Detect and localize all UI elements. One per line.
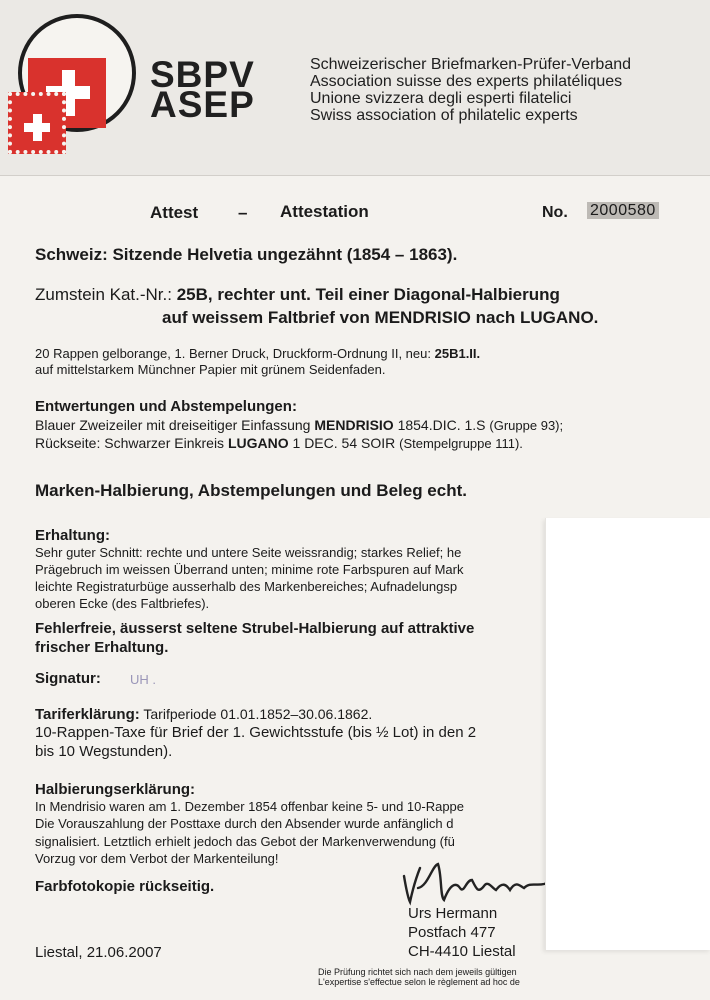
association-name-it: Unione svizzera degli esperti filatelici [310, 90, 572, 107]
halving-line-4: Vorzug vor dem Verbot der Markenteilung! [35, 851, 279, 866]
summary-line-2: frischer Erhaltung. [35, 639, 169, 656]
tariff-line-2: 10-Rappen-Taxe für Brief der 1. Gewichtsstufe (bis ½ Lot) in den 2 [35, 724, 477, 741]
condition-heading: Erhaltung: [35, 527, 110, 544]
title-attest: Attest [150, 203, 199, 222]
stamp-description-2: auf mittelstarkem Münchner Papier mit grünem Seidenfaden. [35, 362, 386, 377]
copy-note: Farbfotokopie rückseitig. [35, 878, 215, 895]
association-name-fr: Association suisse des experts philatéliques [310, 73, 623, 90]
title-attestation: Attestation [280, 202, 369, 221]
catalog-line-1: Zumstein Kat.-Nr.: 25B, rechter unt. Teil einer Diagonal-Halbierung [35, 285, 560, 304]
cancellations-heading: Entwertungen und Abstempelungen: [35, 398, 297, 415]
tariff-line-3: bis 10 Wegstunden). [35, 743, 173, 760]
certificate-number-label: No. [542, 204, 568, 221]
halving-heading: Halbierungserklärung: [35, 781, 196, 798]
logo-sbpv: SBPV [150, 54, 255, 95]
footer-rule-de: Die Prüfung richtet sich nach dem jeweils gültigen [318, 967, 517, 977]
expert-city: CH-4410 Liestal [408, 943, 516, 960]
letterhead [0, 0, 710, 176]
overlapping-paper [545, 518, 710, 950]
logo-asep: ASEP [150, 84, 255, 125]
cancellation-front: Blauer Zweizeiler mit dreiseitiger Einfassung MENDRISIO 1854.DIC. 1.S (Gruppe 93); [35, 417, 564, 433]
tariff-line-1: Tariferklärung: Tarifperiode 01.01.1852–30.06.1862. [35, 706, 373, 723]
expert-street: Postfach 477 [408, 924, 496, 941]
association-name-en: Swiss association of philatelic experts [310, 107, 578, 124]
condition-line-4: oberen Ecke (des Faltbriefes). [35, 596, 210, 611]
halving-line-3: signalisiert. Letztlich erhielt jedoch das Gebot der Markenverwendung (fü [35, 834, 455, 849]
footer-rule-fr: L'expertise s'effectue selon le règlement ad hoc de [318, 977, 520, 987]
title-dash: – [238, 203, 248, 222]
place-date: Liestal, 21.06.2007 [35, 944, 162, 961]
certificate-number: 2000580 [587, 201, 659, 220]
signature-label: Signatur: [35, 670, 101, 687]
halving-line-2: Die Vorauszahlung der Posttaxe durch den Absender wurde anfänglich d [35, 816, 454, 831]
summary-line-1: Fehlerfreie, äusserst seltene Strubel-Halbierung auf attraktive [35, 620, 475, 637]
verdict: Marken-Halbierung, Abstempelungen und Beleg echt. [35, 481, 467, 500]
stamp-description-1: 20 Rappen gelborange, 1. Berner Druck, Druckform-Ordnung II, neu: 25B1.II. [35, 346, 481, 361]
association-name-de: Schweizerischer Briefmarken-Prüfer-Verband [310, 56, 632, 73]
catalog-line-2: auf weissem Faltbrief von MENDRISIO nach LUGANO. [162, 308, 599, 327]
halving-line-1: In Mendrisio waren am 1. Dezember 1854 offenbar keine 5- und 10-Rappe [35, 799, 465, 814]
signature-initials: UH . [130, 672, 156, 687]
condition-line-3: leichte Registraturbüge ausserhalb des Markenbereiches; Aufnadelungsp [35, 579, 458, 594]
condition-line-2: Prägebruch im weissen Überrand unten; minime rote Farbspuren auf Mark [35, 562, 464, 577]
swiss-flag-stamp-small [8, 92, 66, 154]
condition-line-1: Sehr guter Schnitt: rechte und untere Seite weissrandig; starkes Relief; he [35, 545, 462, 560]
cancellation-back: Rückseite: Schwarzer Einkreis LUGANO 1 DEC. 54 SOIR (Stempelgruppe 111). [35, 435, 523, 451]
expert-name: Urs Hermann [408, 905, 498, 922]
document-heading: Schweiz: Sitzende Helvetia ungezähnt (1854 – 1863). [35, 245, 458, 264]
